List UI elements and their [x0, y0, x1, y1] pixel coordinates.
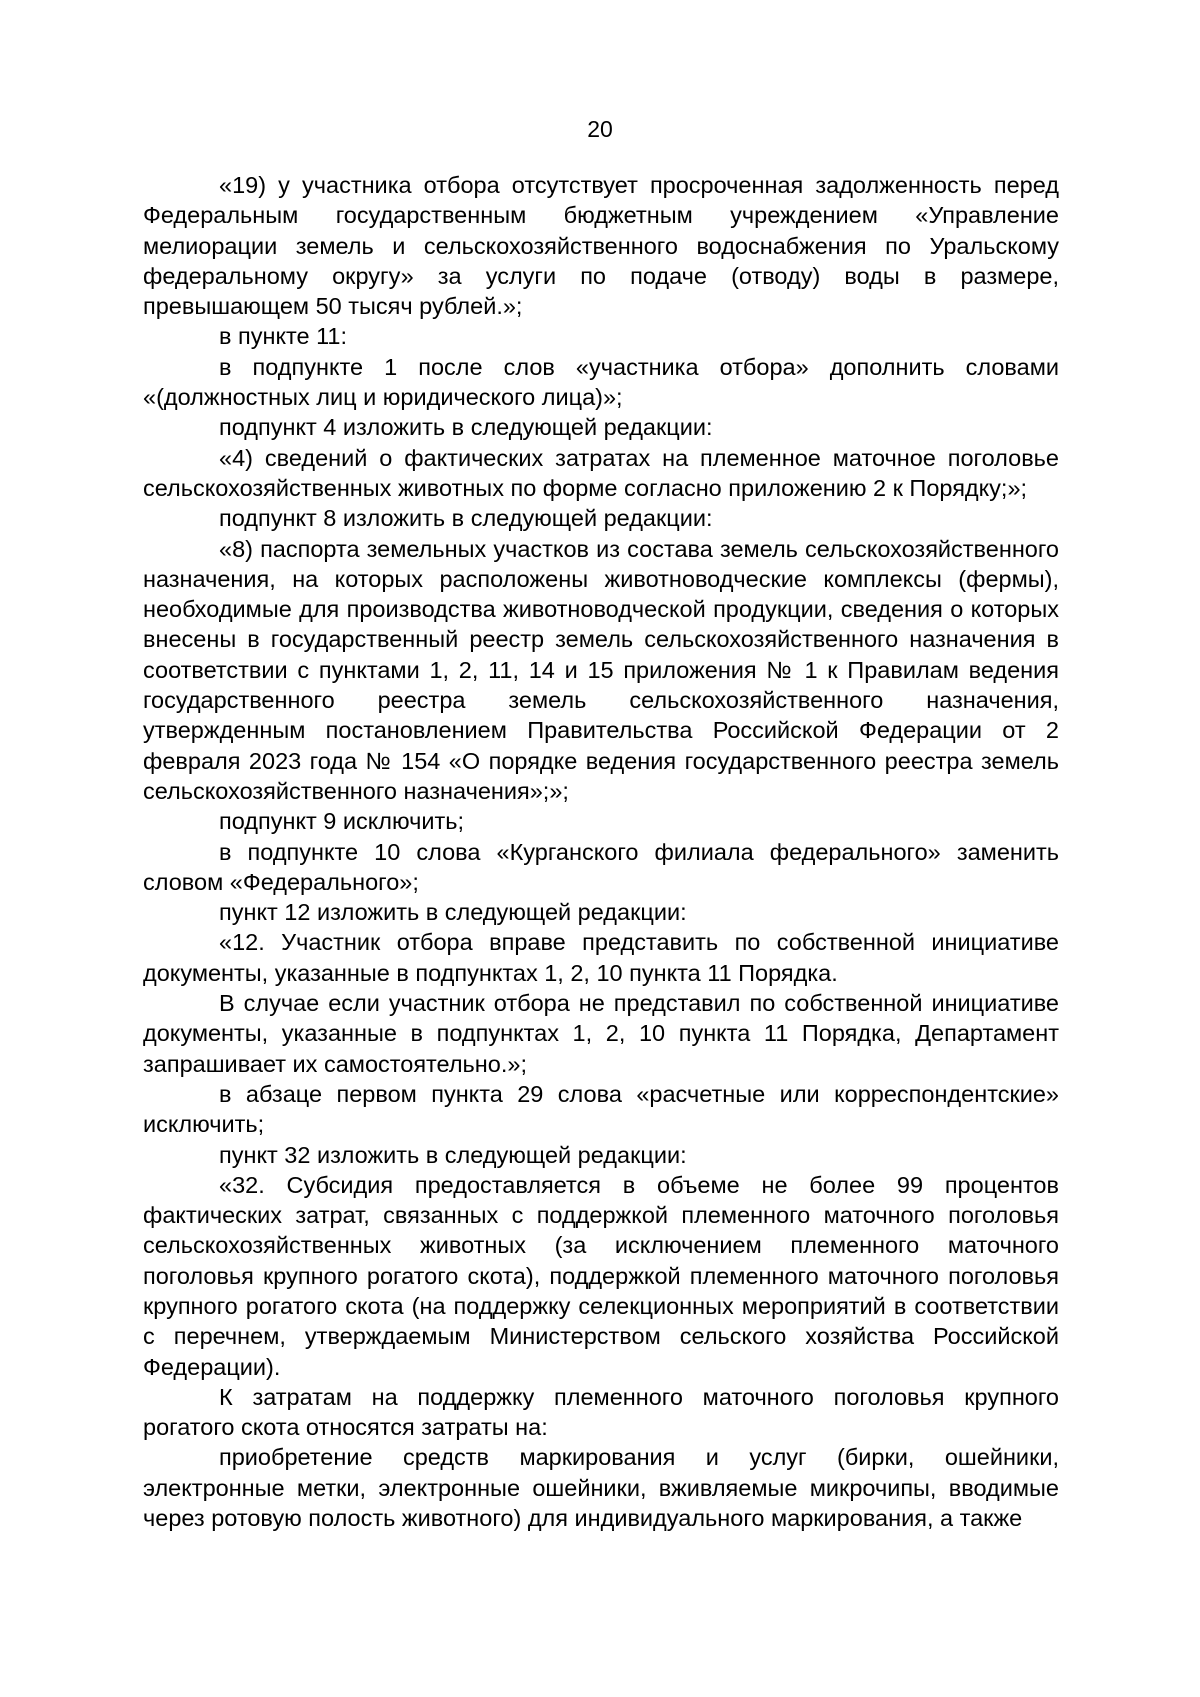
paragraph: подпункт 4 изложить в следующей редакции: — [219, 414, 713, 441]
paragraph: «32. Субсидия предоставляется в объеме не более 99 процентов фактических затрат, связанных с поддержкой племенного маточного поголовья сельскохозяйственных животных (за исключением племенного маточного поголовья крупного рогатого скота), поддержкой племенного маточного поголовья крупного рогатого скота (на поддержку селекционных мероприятий в соответствии с перечнем, утверждаемым Министерством сельского хозяйства Российской Федерации). — [143, 1171, 1059, 1380]
document-body — [143, 170, 1059, 1533]
paragraph: «19) у участника отбора отсутствует просроченная задолженность перед Федеральным государственным бюджетным учреждением «Управление мелиорации земель и сельскохозяйственного водоснабжения по Уральскому федеральному округу» за услуги по подаче (отводу) воды в размере, превышающем 50 тысяч рублей.»; — [143, 172, 1059, 320]
paragraph: пункт 32 изложить в следующей редакции: — [219, 1141, 687, 1168]
paragraph: пункт 12 изложить в следующей редакции: — [219, 899, 687, 926]
paragraph: подпункт 9 исключить; — [219, 808, 465, 835]
paragraph: «4) сведений о фактических затратах на племенное маточное поголовье сельскохозяйственных животных по форме согласно приложению 2 к Порядку;»; — [143, 444, 1059, 501]
paragraph: в подпункте 10 слова «Курганского филиала федерального» заменить словом «Федерального»; — [143, 838, 1059, 895]
paragraph: В случае если участник отбора не представил по собственной инициативе документы, указанные в подпунктах 1, 2, 10 пункта 11 Порядка, Департамент запрашивает их самостоятельно.»; — [143, 990, 1059, 1077]
paragraph: в абзаце первом пункта 29 слова «расчетные или корреспондентские» исключить; — [143, 1080, 1059, 1138]
paragraph: подпункт 8 изложить в следующей редакции: — [219, 505, 713, 532]
paragraph: К затратам на поддержку племенного маточного поголовья крупного рогатого скота относятся затраты на: — [143, 1383, 1059, 1441]
paragraph: «8) паспорта земельных участков из состава земель сельскохозяйственного назначения, на которых расположены животноводческие комплексы (фермы), необходимые для производства животноводческой продукции, сведения о которых внесены в государственный реестр земель сельскохозяйственного назначения в соответствии с пунктами 1, 2, 11, 14 и 15 приложения № 1 к Правилам ведения государственного реестра земель сельскохозяйственного назначения, утвержденным постановлением Правительства Российской Федерации от 2 февраля 2023 года № 154 «О порядке ведения государственного реестра земель сельскохозяйственного назначения»;»; — [143, 535, 1059, 804]
page-number: 20 — [587, 116, 613, 142]
paragraph: в подпункте 1 после слов «участника отбора» дополнить словами «(должностных лиц и юридического лица)»; — [143, 353, 1059, 411]
paragraph: приобретение средств маркирования и услуг (бирки, ошейники, электронные метки, электронные ошейники, вживляемые микрочипы, вводимые через ротовую полость животного) для индивидуального маркирования, а также — [143, 1444, 1059, 1532]
paragraph: в пункте 11: — [219, 323, 348, 350]
paragraph: «12. Участник отбора вправе представить по собственной инициативе документы, указанные в подпунктах 1, 2, 10 пункта 11 Порядка. — [143, 929, 1059, 986]
